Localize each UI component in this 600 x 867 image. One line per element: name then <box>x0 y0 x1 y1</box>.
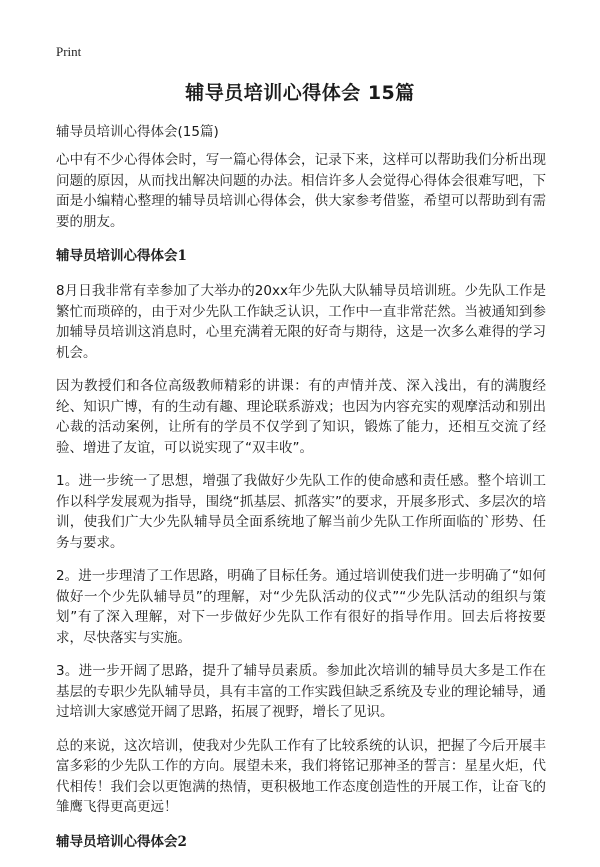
section1-paragraph-6: 总的来说，这次培训，使我对少先队工作有了比较系统的认识，把握了今后开展丰富多彩的少先队工作的方向。展望未来，我们将铭记那神圣的誓言：星星火炬，代代相传！我们会以更饱满的热情，更积极地工作态度创造性的开展工作，让奋飞的雏鹰飞得更高更远！ <box>56 737 546 815</box>
intro-paragraph: 心中有不少心得体会时，写一篇心得体会，记录下来，这样可以帮助我们分析出现问题的原因，从而找出解决问题的办法。相信许多人会觉得心得体会很难写吧，下面是小编精心整理的辅导员培训心得体会，供大家参考借鉴，希望可以帮助到有需要的朋友。 <box>56 152 546 230</box>
section1-paragraph-5: 3。进一步开阔了思路，提升了辅导员素质。参加此次培训的辅导员大多是工作在基层的专职少先队辅导员，具有丰富的工作实践但缺乏系统及专业的理论辅导，通过培训大家感觉开阔了思路，拓展了视野，增长了见识。 <box>56 663 546 720</box>
section1-paragraph-4: 2。进一步理清了工作思路，明确了目标任务。通过培训使我们进一步明确了“如何做好一个少先队辅导员”的理解，对“少先队活动的仪式”“少先队活动的组织与策划”有了深入理解，对下一步做好少先队工作有很好的指导作用。回去后将按要求，尽快落实与实施。 <box>56 568 546 646</box>
section-heading-2: 辅导员培训心得体会2 <box>56 833 187 850</box>
section1-paragraph-2: 因为教授们和各位高级教师精彩的讲课：有的声情并茂、深入浅出，有的满腹经纶、知识广博，有的生动有趣、理论联系游戏；也因为内容充实的观摩活动和别出心裁的活动案例，让所有的学员不仅学到了知识，锻炼了能力，还相互交流了经验、增进了友谊，可以说实现了“双丰收”。 <box>56 378 546 456</box>
section1-paragraph-1: 8月日我非常有幸参加了大举办的20xx年少先队大队辅导员培训班。少先队工作是繁忙而琐碎的，由于对少先队工作缺乏认识，工作中一直非常茫然。当被通知到参加辅导员培训这消息时，心里充满着无限的好奇与期待，这是一次多么难得的学习机会。 <box>56 283 546 361</box>
document-body <box>56 150 546 867</box>
section1-paragraph-3: 1。进一步统一了思想，增强了我做好少先队工作的使命感和责任感。整个培训工作以科学发展观为指导，围绕“抓基层、抓落实”的要求，开展多形式、多层次的培训，使我们广大少先队辅导员全面系统地了解当前少先队工作所面临的`形势、任务与要求。 <box>56 473 546 551</box>
document-title: 辅导员培训心得体会 15篇 <box>185 82 415 104</box>
document-subtitle: 辅导员培训心得体会(15篇) <box>56 124 219 140</box>
section-heading-1: 辅导员培训心得体会1 <box>56 248 187 264</box>
print-link[interactable]: Print <box>56 44 82 59</box>
